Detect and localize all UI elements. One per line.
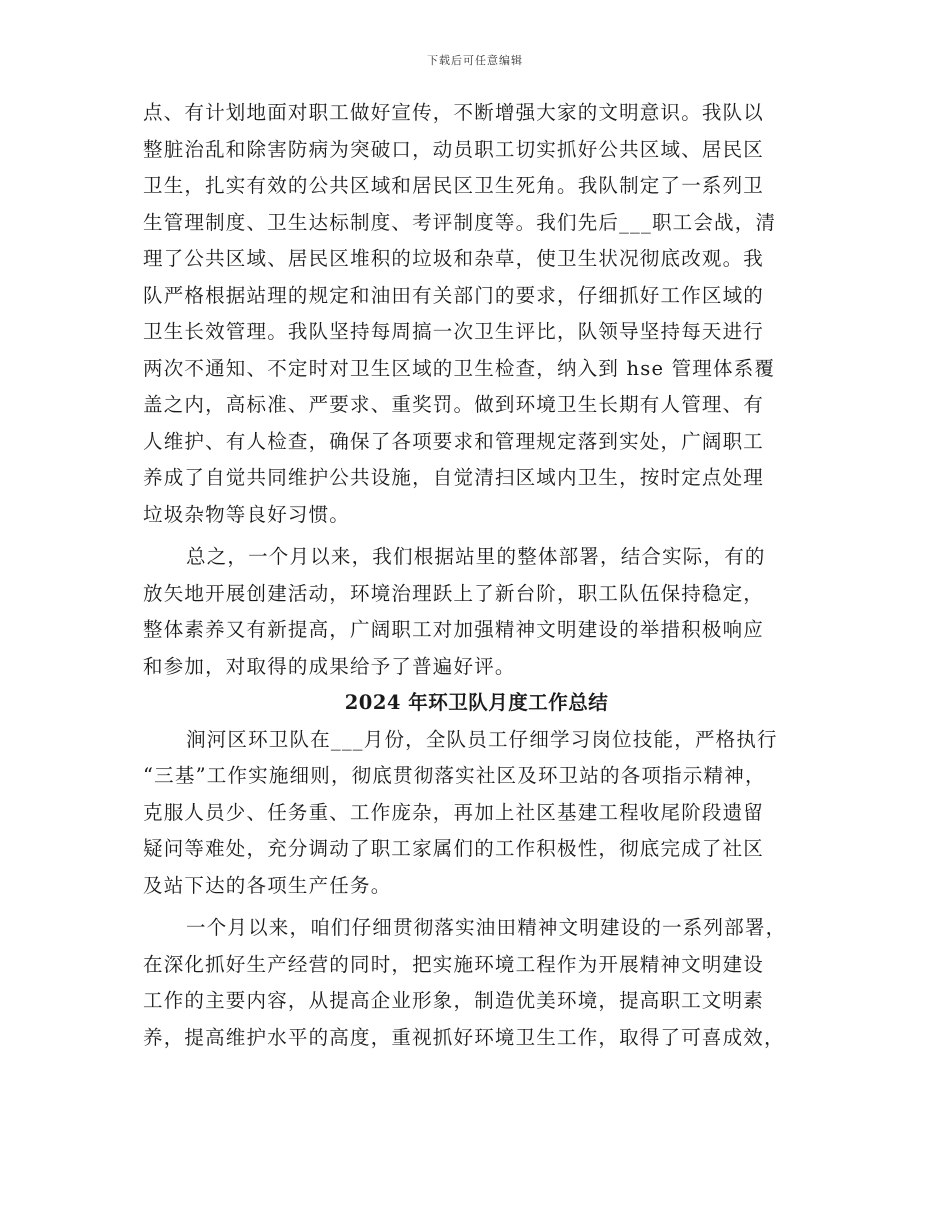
text-line: 垃圾杂物等良好习惯。 — [143, 502, 351, 526]
text-line: 整体素养又有新提高，广阔职工对加强精神文明建设的举措积极响应 — [143, 618, 765, 641]
paragraph-hygiene-management — [143, 95, 810, 533]
text-line: 和参加，对取得的成果给予了普遍好评。 — [143, 654, 516, 678]
text-line: 及站下达的各项生产任务。 — [143, 873, 392, 897]
text-line: 克服人员少、任务重、工作庞杂，再加上社区基建工程收尾阶段遗留 — [143, 800, 765, 824]
paragraph-civilization-building — [143, 910, 810, 1056]
text-line: 养成了自觉共同维护公共设施，自觉清扫区域内卫生，按时定点处理 — [143, 466, 765, 489]
text-line: 卫生长效管理。我队坚持每周搞一次卫生评比，队领导坚持每天进行 — [143, 320, 765, 343]
text-line: 总之，一个月以来，我们根据站里的整体部署，结合实际，有的 — [186, 545, 766, 568]
text-line: 一个月以来，咱们仔细贯彻落实油田精神文明建设的一系列部署， — [186, 916, 787, 939]
text-line: 卫生，扎实有效的公共区域和居民区卫生死角。我队制定了一系列卫 — [143, 174, 765, 197]
text-line: 疑问等难处，充分调动了职工家属们的工作积极性，彻底完成了社区 — [143, 837, 765, 860]
text-line: 放矢地开展创建活动，环境治理跃上了新台阶，职工队伍保持稳定， — [143, 581, 765, 605]
paragraph-summary — [143, 539, 810, 685]
text-line: 工作的主要内容，从提高企业形象，制造优美环境，提高职工文明素 — [143, 989, 765, 1012]
document-title: 2024 年环卫队月度工作总结 — [344, 691, 609, 714]
text-line: “三基”工作实施细则，彻底贯彻落实社区及环卫站的各项指示精神， — [143, 764, 766, 787]
text-line: 生管理制度、卫生达标制度、考评制度等。我们先后___职工会战，清 — [143, 210, 777, 234]
text-line: 两次不通知、不定时对卫生区域的卫生检查，纳入到 hse 管理体系覆 — [143, 356, 776, 380]
paragraph-monthly-overview — [143, 722, 810, 905]
text-line: 养，提高维护水平的高度，重视抓好环境卫生工作，取得了可喜成效， — [143, 1025, 785, 1049]
text-line: 在深化抓好生产经营的同时，把实施环境工程作为开展精神文明建设 — [143, 952, 765, 976]
text-line: 盖之内，高标准、严要求、重奖罚。做到环境卫生长期有人管理、有 — [143, 393, 765, 416]
text-line: 理了公共区域、居民区堆积的垃圾和杂草，使卫生状况彻底改观。我 — [143, 247, 765, 270]
text-line: 点、有计划地面对职工做好宣传，不断增强大家的文明意识。我队以 — [143, 101, 765, 124]
header-note: 下载后可任意编辑 — [427, 54, 523, 67]
text-line: 涧河区环卫队在___月份，全队员工仔细学习岗位技能，严格执行 — [186, 727, 778, 751]
text-line: 人维护、有人检查，确保了各项要求和管理规定落到实处，广阔职工 — [143, 429, 765, 453]
text-line: 队严格根据站理的规定和油田有关部门的要求，仔细抓好工作区域的 — [143, 283, 765, 307]
text-line: 整脏治乱和除害防病为突破口，动员职工切实抓好公共区域、居民区 — [143, 137, 765, 161]
document-body — [143, 95, 810, 1056]
